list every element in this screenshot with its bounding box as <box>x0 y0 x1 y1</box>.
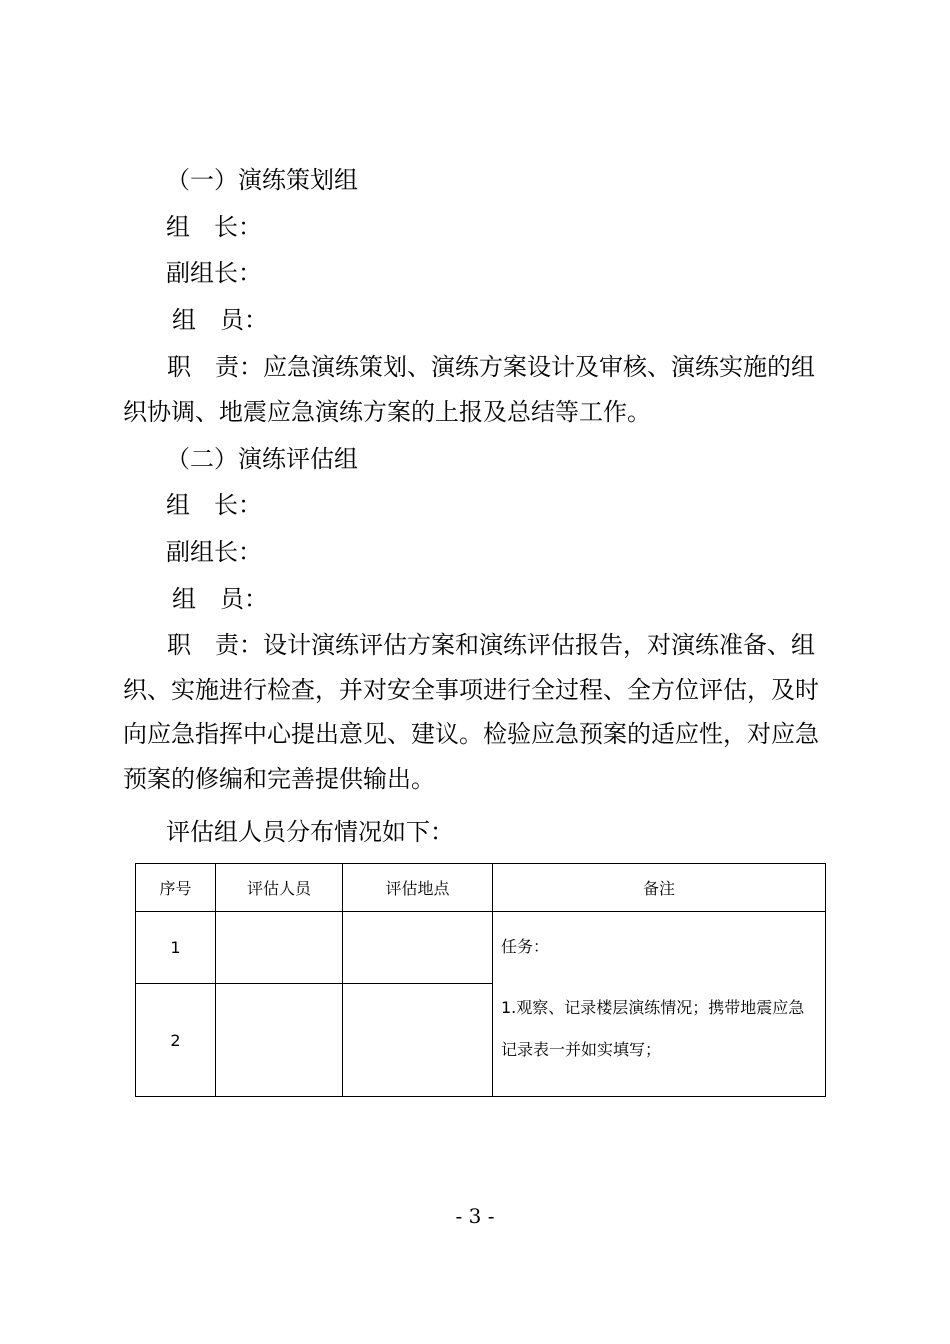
row-number: 1 <box>136 912 216 984</box>
planning-group-duty <box>123 345 838 434</box>
evaluation-group-duty-label: 职 责： <box>167 631 263 659</box>
planning-group-members: 组 员： <box>172 306 268 334</box>
row-evaluator <box>216 912 343 984</box>
table-header-row <box>136 864 826 912</box>
header-notes: 备注 <box>493 864 826 912</box>
planning-group-duty-text: 应急演练策划、演练方案设计及审核、演练实施的组织协调、地震应急演练方案的上报及总结等工作。 <box>123 353 815 426</box>
planning-group-heading: （一）演练策划组 <box>166 166 358 194</box>
row-evaluator <box>216 984 343 1097</box>
evaluation-group-duty <box>123 623 838 801</box>
notes-task-label: 任务： <box>501 937 550 956</box>
evaluation-group-members: 组 员： <box>172 585 268 613</box>
notes-cell <box>493 912 826 1097</box>
evaluation-group-heading: （二）演练评估组 <box>166 445 358 473</box>
header-evaluator: 评估人员 <box>216 864 343 912</box>
evaluation-group-leader: 组 长： <box>166 491 262 519</box>
notes-task-item: 1.观察、记录楼层演练情况；携带地震应急记录表一并如实填写； <box>501 998 805 1059</box>
row-number: 2 <box>136 984 216 1097</box>
row-location <box>343 984 493 1097</box>
page-number: - 3 - <box>455 1204 495 1228</box>
planning-group-deputy: 副组长： <box>166 259 262 287</box>
planning-group-duty-label: 职 责： <box>167 353 263 381</box>
evaluation-group-deputy: 副组长： <box>166 538 262 566</box>
row-location <box>343 912 493 984</box>
evaluation-group-duty-text: 设计演练评估方案和演练评估报告，对演练准备、组织、实施进行检查，并对安全事项进行全过程、全方位评估，及时向应急指挥中心提出意见、建议。检验应急预案的适应性，对应急预案的修编和完善提供输出。 <box>123 631 819 793</box>
table-row <box>136 912 826 984</box>
table-intro: 评估组人员分布情况如下： <box>166 818 454 846</box>
planning-group-leader: 组 长： <box>166 213 262 241</box>
header-location: 评估地点 <box>343 864 493 912</box>
header-number: 序号 <box>136 864 216 912</box>
evaluator-roster-table <box>135 863 826 1097</box>
